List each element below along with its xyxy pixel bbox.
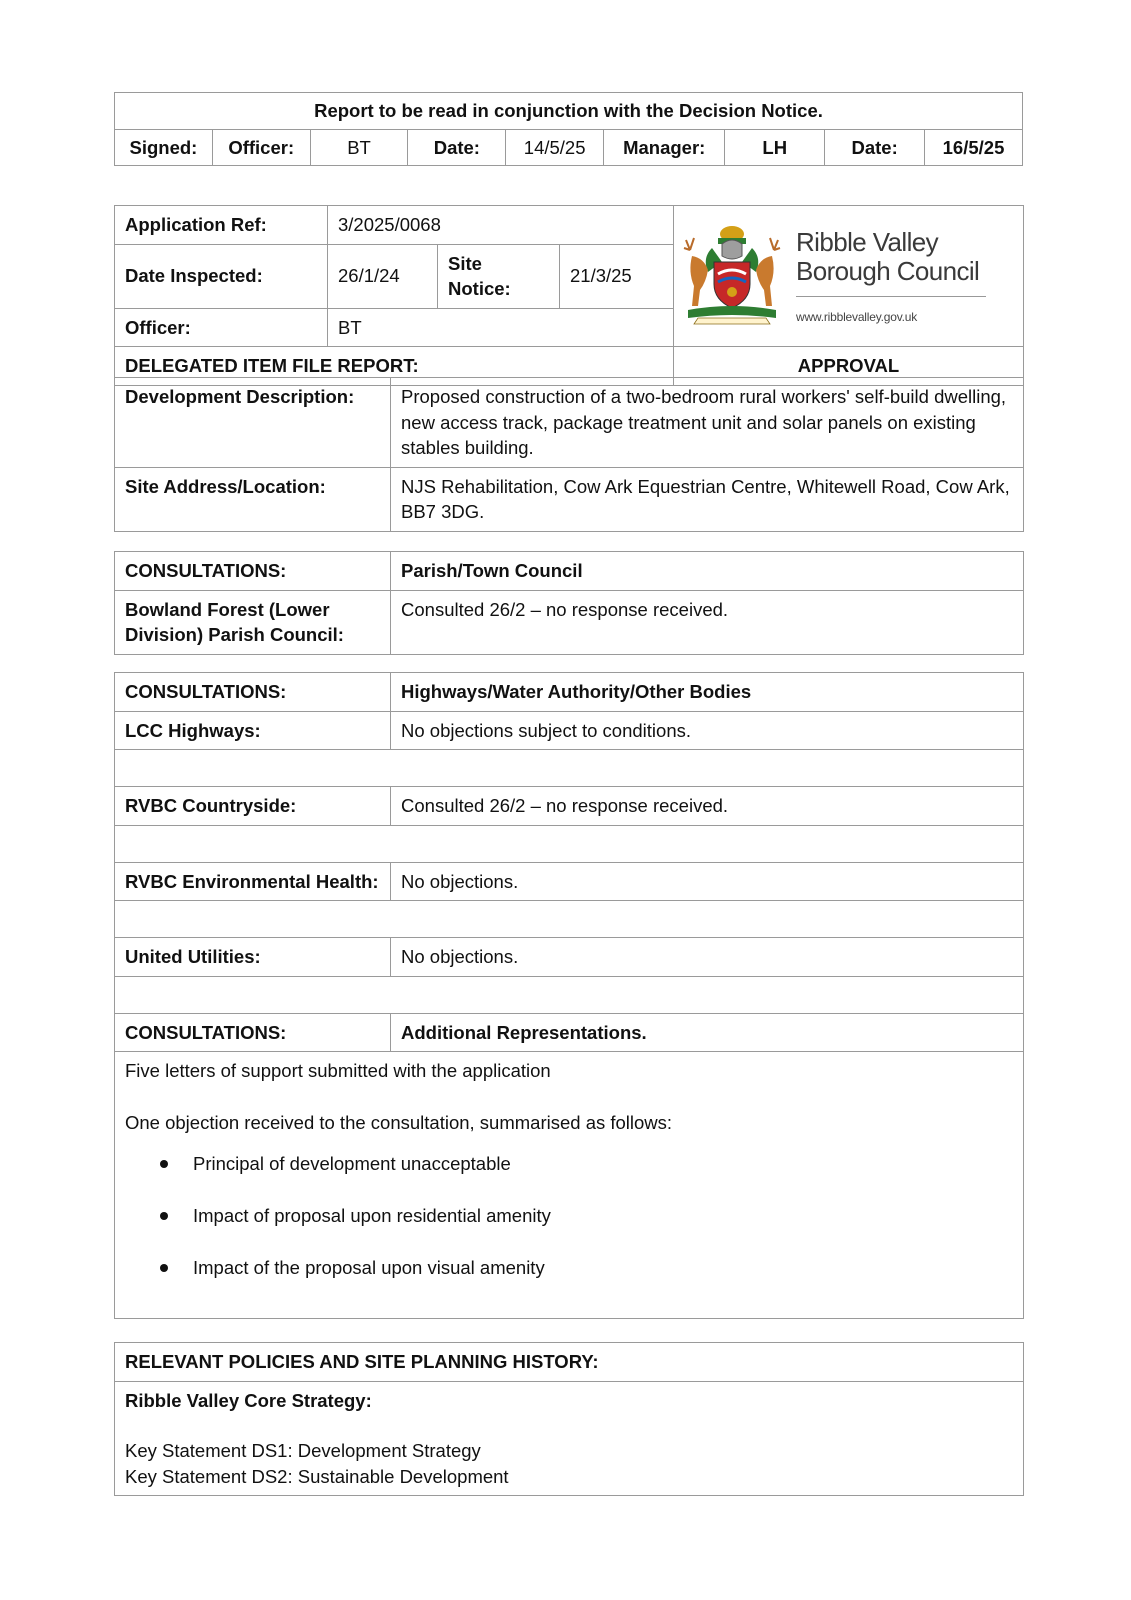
support-letters-text: Five letters of support submitted with the application — [125, 1060, 551, 1081]
report-type-label: DELEGATED ITEM FILE REPORT: — [115, 347, 674, 386]
bodies-consultations-label: CONSULTATIONS: — [115, 673, 391, 712]
parish-council-label: Bowland Forest (Lower Division) Parish Council: — [115, 590, 391, 654]
report-decision-value: APPROVAL — [674, 347, 1024, 386]
coat-of-arms-icon — [682, 222, 782, 326]
council-logo — [674, 206, 1024, 347]
bodies-consultations-heading: Highways/Water Authority/Other Bodies — [391, 673, 1024, 712]
council-name-line1: Ribble Valley — [796, 226, 939, 257]
development-description-value: Proposed construction of a two-bedroom rural workers' self-build dwelling, new access track, package treatment unit and solar panels on existing stables building. — [391, 378, 1024, 468]
application-ref-value: 3/2025/0068 — [328, 206, 674, 245]
other-bodies-consultation-table — [114, 672, 1024, 1319]
site-notice-value: 21/3/25 — [560, 244, 674, 308]
application-ref-label: Application Ref: — [115, 206, 328, 245]
council-website[interactable]: www.ribblevalley.gov.uk — [796, 309, 918, 324]
application-info-table — [114, 205, 1024, 386]
policies-heading: RELEVANT POLICIES AND SITE PLANNING HISTORY: — [115, 1343, 1024, 1382]
consultee-response: No objections. — [391, 862, 1024, 901]
decision-header-table — [114, 92, 1023, 166]
policy-item: Key Statement DS2: Sustainable Development — [125, 1465, 509, 1487]
manager-label: Manager: — [604, 129, 725, 166]
policies-body — [115, 1381, 1024, 1496]
blank-row — [115, 750, 1024, 787]
development-description-label: Development Description: — [115, 378, 391, 468]
consultee-response: No objections. — [391, 938, 1024, 977]
date-inspected-label: Date Inspected: — [115, 244, 328, 308]
representations-body — [115, 1052, 1024, 1319]
core-strategy-heading: Ribble Valley Core Strategy: — [125, 1389, 372, 1411]
parish-council-response: Consulted 26/2 – no response received. — [391, 590, 1024, 654]
app-officer-value: BT — [328, 308, 674, 347]
app-officer-label: Officer: — [115, 308, 328, 347]
officer-date-label: Date: — [408, 129, 506, 166]
blank-row — [115, 825, 1024, 862]
consultee-response: Consulted 26/2 – no response received. — [391, 787, 1024, 826]
consultee-label: RVBC Environmental Health: — [115, 862, 391, 901]
blank-row — [115, 901, 1024, 938]
site-address-label: Site Address/Location: — [115, 467, 391, 531]
representations-heading: Additional Representations. — [391, 1013, 1024, 1052]
site-notice-label: Site Notice: — [438, 244, 560, 308]
consultee-label: United Utilities: — [115, 938, 391, 977]
council-name-line2: Borough Council — [796, 255, 980, 286]
policies-table — [114, 1342, 1024, 1496]
objection-summary-text: One objection received to the consultation, summarised as follows: — [125, 1111, 673, 1133]
date-inspected-value: 26/1/24 — [328, 244, 438, 308]
logo-divider — [796, 296, 986, 297]
site-address-value: NJS Rehabilitation, Cow Ark Equestrian Centre, Whitewell Road, Cow Ark, BB7 3DG. — [391, 467, 1024, 531]
consultee-label: RVBC Countryside: — [115, 787, 391, 826]
officer-label: Officer: — [212, 129, 310, 166]
representations-label: CONSULTATIONS: — [115, 1013, 391, 1052]
consultee-label: LCC Highways: — [115, 711, 391, 750]
officer-date-value: 14/5/25 — [506, 129, 604, 166]
consultee-response: No objections subject to conditions. — [391, 711, 1024, 750]
signed-label: Signed: — [115, 129, 213, 166]
list-item: Principal of development unacceptable — [193, 1151, 1013, 1176]
policy-item: Key Statement DS1: Development Strategy — [125, 1440, 481, 1461]
header-title: Report to be read in conjunction with the Decision Notice. — [115, 93, 1023, 130]
manager-value: LH — [725, 129, 825, 166]
parish-consultation-table — [114, 551, 1024, 655]
manager-date-label: Date: — [825, 129, 925, 166]
list-item: Impact of the proposal upon visual amenity — [193, 1255, 1013, 1280]
parish-consultations-label: CONSULTATIONS: — [115, 552, 391, 591]
manager-date-value: 16/5/25 — [925, 129, 1023, 166]
development-table — [114, 377, 1024, 532]
parish-consultations-heading: Parish/Town Council — [391, 552, 1024, 591]
officer-value: BT — [310, 129, 408, 166]
objection-list — [125, 1151, 1013, 1280]
list-item: Impact of proposal upon residential amenity — [193, 1203, 1013, 1228]
blank-row — [115, 976, 1024, 1013]
